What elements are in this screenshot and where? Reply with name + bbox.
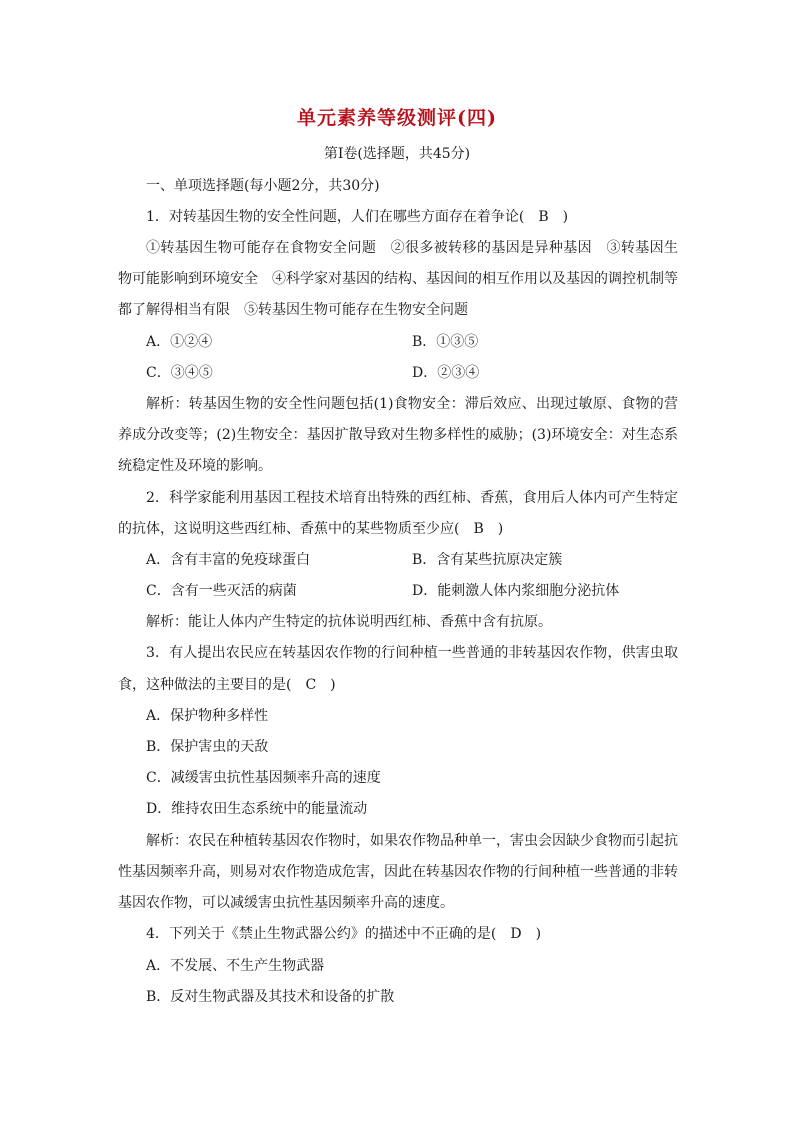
question-4-stem: 4．下列关于《禁止生物武器公约》的描述中不正确的是( D ) (146, 926, 542, 942)
question-1-option-b: B．①③⑤ (412, 334, 479, 350)
question-1-body-line: 都了解得相当有限 ⑤转基因生物可能存在生物安全问题 (118, 302, 468, 318)
question-1-body-line: 物可能影响到环境安全 ④科学家对基因的结构、基因间的相互作用以及基因的调控机制等 (118, 271, 678, 287)
question-3-option-d: D．维持农田生态系统中的能量流动 (146, 801, 368, 817)
question-3-analysis: 性基因频率升高，则易对农作物造成危害，因此在转基因农作物的行间种植一些普通的非转 (118, 864, 678, 880)
question-1-analysis: 统稳定性及环境的影响。 (118, 458, 272, 474)
page-title: 单元素养等级测评(四) (297, 107, 497, 129)
question-2-stem: 2．科学家能利用基因工程技术培育出特殊的西红柿、香蕉，食用后人体内可产生特定 (146, 490, 678, 506)
question-1-option-a: A．①②④ (146, 334, 213, 350)
question-3-stem: 食，这种做法的主要目的是( C ) (118, 677, 336, 693)
question-2-option-a: A．含有丰富的免疫球蛋白 (146, 552, 311, 568)
question-1-stem: 1．对转基因生物的安全性问题，人们在哪些方面存在着争论( B ) (146, 209, 569, 225)
section-heading: 第Ⅰ卷(选择题，共45分) (323, 146, 471, 162)
question-1-option-d: D．②③④ (412, 365, 480, 381)
question-1-body-line: ①转基因生物可能存在食物安全问题 ②很多被转移的基因是异种基因 ③转基因生 (146, 240, 678, 256)
question-3-option-b: B．保护害虫的天敌 (146, 739, 269, 755)
question-2-option-d: D．能刺激人体内浆细胞分泌抗体 (412, 583, 620, 599)
question-1-analysis: 养成分改变等；(2)生物安全：基因扩散导致对生物多样性的威胁；(3)环境安全：对生态系 (118, 427, 678, 443)
question-3-option-a: A．保护物种多样性 (146, 708, 269, 724)
question-2-stem: 的抗体，这说明这些西红柿、香蕉中的某些物质至少应( B ) (118, 521, 504, 537)
question-2-analysis: 解析：能让人体内产生特定的抗体说明西红柿、香蕉中含有抗原。 (146, 614, 552, 630)
question-2-option-b: B．含有某些抗原决定簇 (412, 552, 563, 568)
question-4-option-b: B．反对生物武器及其技术和设备的扩散 (146, 989, 395, 1005)
question-1-option-c: C．③④⑤ (146, 365, 213, 381)
part-heading: 一、单项选择题(每小题2分，共30分) (146, 178, 380, 194)
question-3-option-c: C．减缓害虫抗性基因频率升高的速度 (146, 770, 381, 786)
question-3-stem: 3．有人提出农民应在转基因农作物的行间种植一些普通的非转基因农作物，供害虫取 (146, 645, 678, 661)
question-1-analysis: 解析：转基因生物的安全性问题包括(1)食物安全：滞后效应、出现过敏原、食物的营 (146, 396, 678, 412)
question-3-analysis: 解析：农民在种植转基因农作物时，如果农作物品种单一，害虫会因缺少食物而引起抗 (146, 833, 678, 849)
question-3-analysis: 基因农作物，可以减缓害虫抗性基因频率升高的速度。 (118, 895, 454, 911)
question-2-option-c: C．含有一些灭活的病菌 (146, 583, 297, 599)
question-4-option-a: A．不发展、不生产生物武器 (146, 958, 325, 974)
